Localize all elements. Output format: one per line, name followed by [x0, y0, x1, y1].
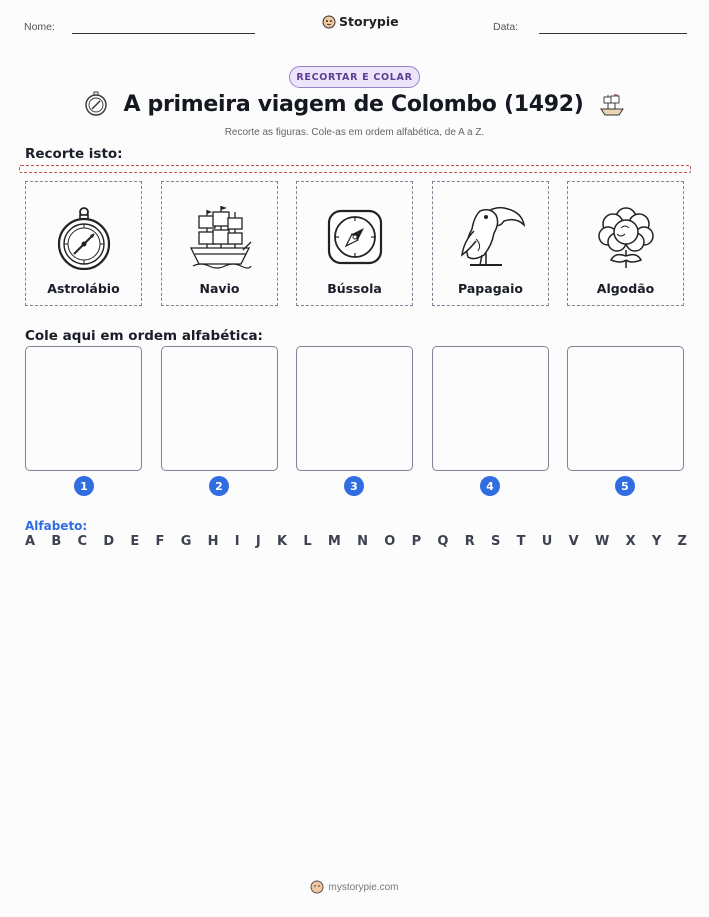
ship-icon	[187, 202, 253, 272]
alphabet-letter: M	[327, 534, 341, 549]
instructions: Recorte as figuras. Cole-as em ordem alfabética, de A a Z.	[224, 127, 485, 138]
title-row	[0, 91, 709, 117]
name-label: Nome:	[24, 21, 55, 33]
alphabet-letter: N	[357, 534, 369, 549]
page-title: A primeira viagem de Colombo (1492)	[123, 91, 584, 117]
parrot-icon	[456, 201, 526, 273]
alphabet-letter: V	[568, 534, 579, 549]
alphabet-letter: R	[464, 534, 475, 549]
compass-icon	[325, 207, 385, 267]
storypie-logo-icon	[322, 15, 336, 29]
alphabet-letter: T	[516, 534, 526, 549]
footer	[0, 880, 709, 894]
card-label: Astrolábio	[47, 281, 120, 296]
cut-card-papagaio[interactable]	[432, 181, 549, 306]
alphabet-row	[25, 534, 687, 549]
paste-box-5[interactable]	[567, 346, 684, 471]
cut-card-astrolabio[interactable]	[25, 181, 142, 306]
alphabet-label: Alfabeto:	[25, 519, 88, 533]
alphabet-letter: O	[384, 534, 396, 549]
brand-name: Storypie	[339, 14, 399, 29]
card-label: Papagaio	[458, 281, 523, 296]
alphabet-letter: Z	[677, 534, 687, 549]
paste-box-3[interactable]	[296, 346, 413, 471]
paste-box-4[interactable]	[432, 346, 549, 471]
number-badge-2: 2	[209, 476, 229, 496]
cut-card-bussola[interactable]	[296, 181, 413, 306]
alphabet-letter: Q	[437, 534, 449, 549]
alphabet-letter: B	[51, 534, 62, 549]
footer-url[interactable]: mystorypie.com	[328, 881, 399, 893]
number-badge-1: 1	[74, 476, 94, 496]
alphabet-letter: H	[207, 534, 219, 549]
alphabet-letter: G	[180, 534, 192, 549]
paste-box-1[interactable]	[25, 346, 142, 471]
cut-card-navio[interactable]	[161, 181, 278, 306]
paste-box-2[interactable]	[161, 346, 278, 471]
astrolabe-icon	[54, 204, 114, 270]
card-label: Algodão	[596, 281, 655, 296]
alphabet-letter: Y	[651, 534, 662, 549]
alphabet-letter: L	[303, 534, 312, 549]
number-badge-5: 5	[615, 476, 635, 496]
cut-line	[19, 165, 691, 173]
alphabet-letter: X	[625, 534, 636, 549]
paste-section-label: Cole aqui em ordem alfabética:	[25, 328, 263, 344]
name-line[interactable]	[72, 33, 255, 34]
alphabet-letter: D	[103, 534, 115, 549]
card-label: Navio	[199, 281, 240, 296]
cut-card-algodao[interactable]	[567, 181, 684, 306]
alphabet-letter: A	[25, 534, 36, 549]
brand-logo	[322, 14, 399, 29]
activity-badge: RECORTAR E COLAR	[289, 66, 420, 88]
alphabet-letter: F	[155, 534, 165, 549]
storypie-footer-icon	[310, 880, 324, 894]
alphabet-letter: S	[491, 534, 501, 549]
card-label: Bússola	[327, 281, 382, 296]
number-badge-4: 4	[480, 476, 500, 496]
alphabet-letter: K	[277, 534, 288, 549]
alphabet-letter: P	[411, 534, 422, 549]
cotton-icon	[595, 204, 657, 270]
ship-small-icon	[598, 91, 626, 117]
alphabet-letter: I	[234, 534, 240, 549]
cut-section-label: Recorte isto:	[25, 146, 123, 162]
alphabet-letter: U	[541, 534, 553, 549]
alphabet-letter: W	[594, 534, 610, 549]
date-line[interactable]	[539, 33, 687, 34]
alphabet-letter: J	[255, 534, 261, 549]
number-badge-3: 3	[344, 476, 364, 496]
alphabet-letter: E	[130, 534, 140, 549]
date-label: Data:	[493, 21, 519, 33]
alphabet-letter: C	[77, 534, 88, 549]
compass-small-icon	[83, 91, 109, 117]
